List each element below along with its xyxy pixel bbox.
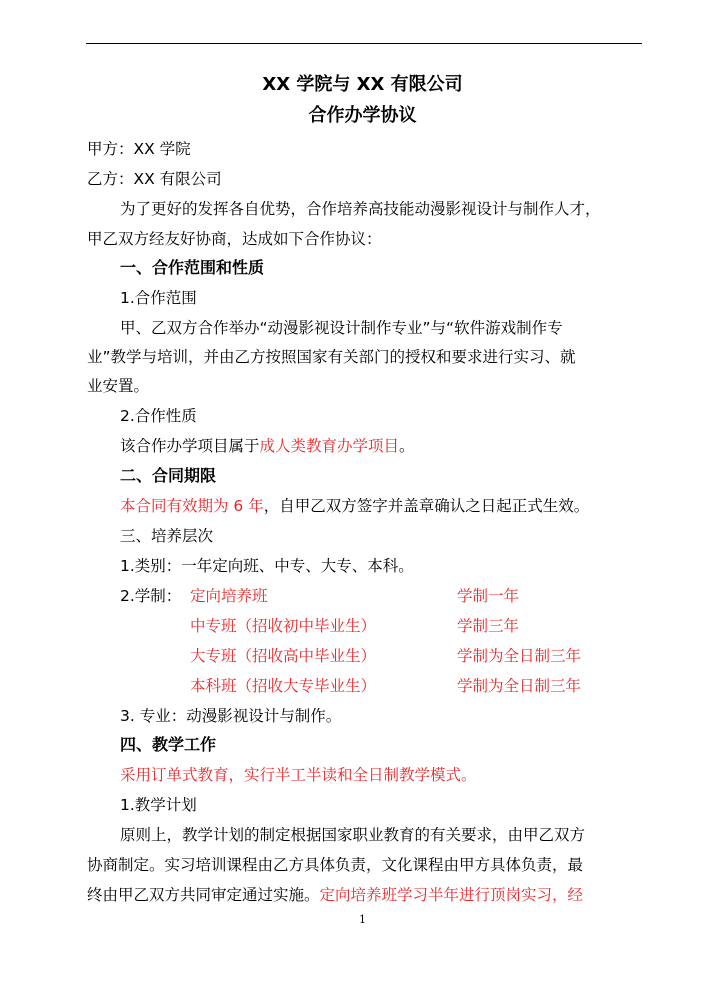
nature-suffix: 。 <box>399 437 415 455</box>
plan-line-3-highlight: 定向培养班学习半年进行顶岗实习，经 <box>319 886 584 904</box>
plan-line-3 <box>87 885 583 905</box>
section-2-heading: 二、合同期限 <box>120 466 217 485</box>
term-highlight: 本合同有效期为 6 年 <box>120 497 264 515</box>
plan-line-2: 协商制定。实习培训课程由乙方具体负责，文化课程由甲方具体负责，最 <box>87 856 584 874</box>
scope-line-2: 业”教学与培训，并由乙方按照国家有关部门的授权和要求进行实习、就 <box>87 348 576 366</box>
system-duration-3: 学制为全日制三年 <box>457 647 582 665</box>
intro-line-1: 为了更好的发挥各自优势，合作培养高技能动漫影视设计与制作人才， <box>120 200 601 218</box>
plan-line-3-text: 终由甲乙双方共同审定通过实施。 <box>87 886 320 904</box>
teaching-mode: 采用订单式教育，实行半工半读和全日制教学模式。 <box>120 766 477 784</box>
intro-line-2: 甲乙双方经友好协商，达成如下合作协议： <box>87 230 382 248</box>
section-1-heading: 一、合作范围和性质 <box>120 258 265 277</box>
scope-line-1: 甲、乙双方合作举办“动漫影视设计制作专业”与“软件游戏制作专 <box>120 319 563 337</box>
major-line: 3. 专业：动漫影视设计与制作。 <box>120 707 342 725</box>
header-rule <box>86 43 642 44</box>
nature-highlight: 成人类教育办学项目 <box>259 437 400 455</box>
page-number: 1 <box>359 913 366 926</box>
section-1-sub-1: 1.合作范围 <box>120 289 197 307</box>
section-4-heading: 四、教学工作 <box>120 735 217 754</box>
section-4-sub-1: 1.教学计划 <box>120 796 197 814</box>
document-subtitle: 合作办学协议 <box>308 105 417 126</box>
system-duration-1: 学制一年 <box>457 587 520 605</box>
system-name-2: 中专班（招收初中毕业生） <box>190 617 377 635</box>
term-rest: ，自甲乙双方签字并盖章确认之日起正式生效。 <box>263 497 590 515</box>
nature-line <box>120 436 415 456</box>
nature-prefix: 该合作办学项目属于 <box>120 437 260 455</box>
system-duration-4: 学制为全日制三年 <box>457 677 582 695</box>
system-name-4: 本科班（招收大专毕业生） <box>190 677 377 695</box>
section-3-heading: 三、培养层次 <box>120 527 214 545</box>
scope-line-3: 业安置。 <box>87 377 150 395</box>
categories-line: 1.类别：一年定向班、中专、大专、本科。 <box>120 557 414 575</box>
term-line <box>120 496 589 516</box>
system-name-1: 定向培养班 <box>190 587 268 605</box>
document-title: XX 学院与 XX 有限公司 <box>262 74 463 95</box>
system-duration-2: 学制三年 <box>457 617 520 635</box>
section-1-sub-2: 2.合作性质 <box>120 407 197 425</box>
system-name-3: 大专班（招收高中毕业生） <box>190 647 377 665</box>
party-b: 乙方：XX 有限公司 <box>87 170 222 188</box>
system-label: 2.学制： <box>120 587 182 605</box>
party-a: 甲方：XX 学院 <box>87 140 191 158</box>
plan-line-1: 原则上，教学计划的制定根据国家职业教育的有关要求，由甲乙双方 <box>120 826 586 844</box>
